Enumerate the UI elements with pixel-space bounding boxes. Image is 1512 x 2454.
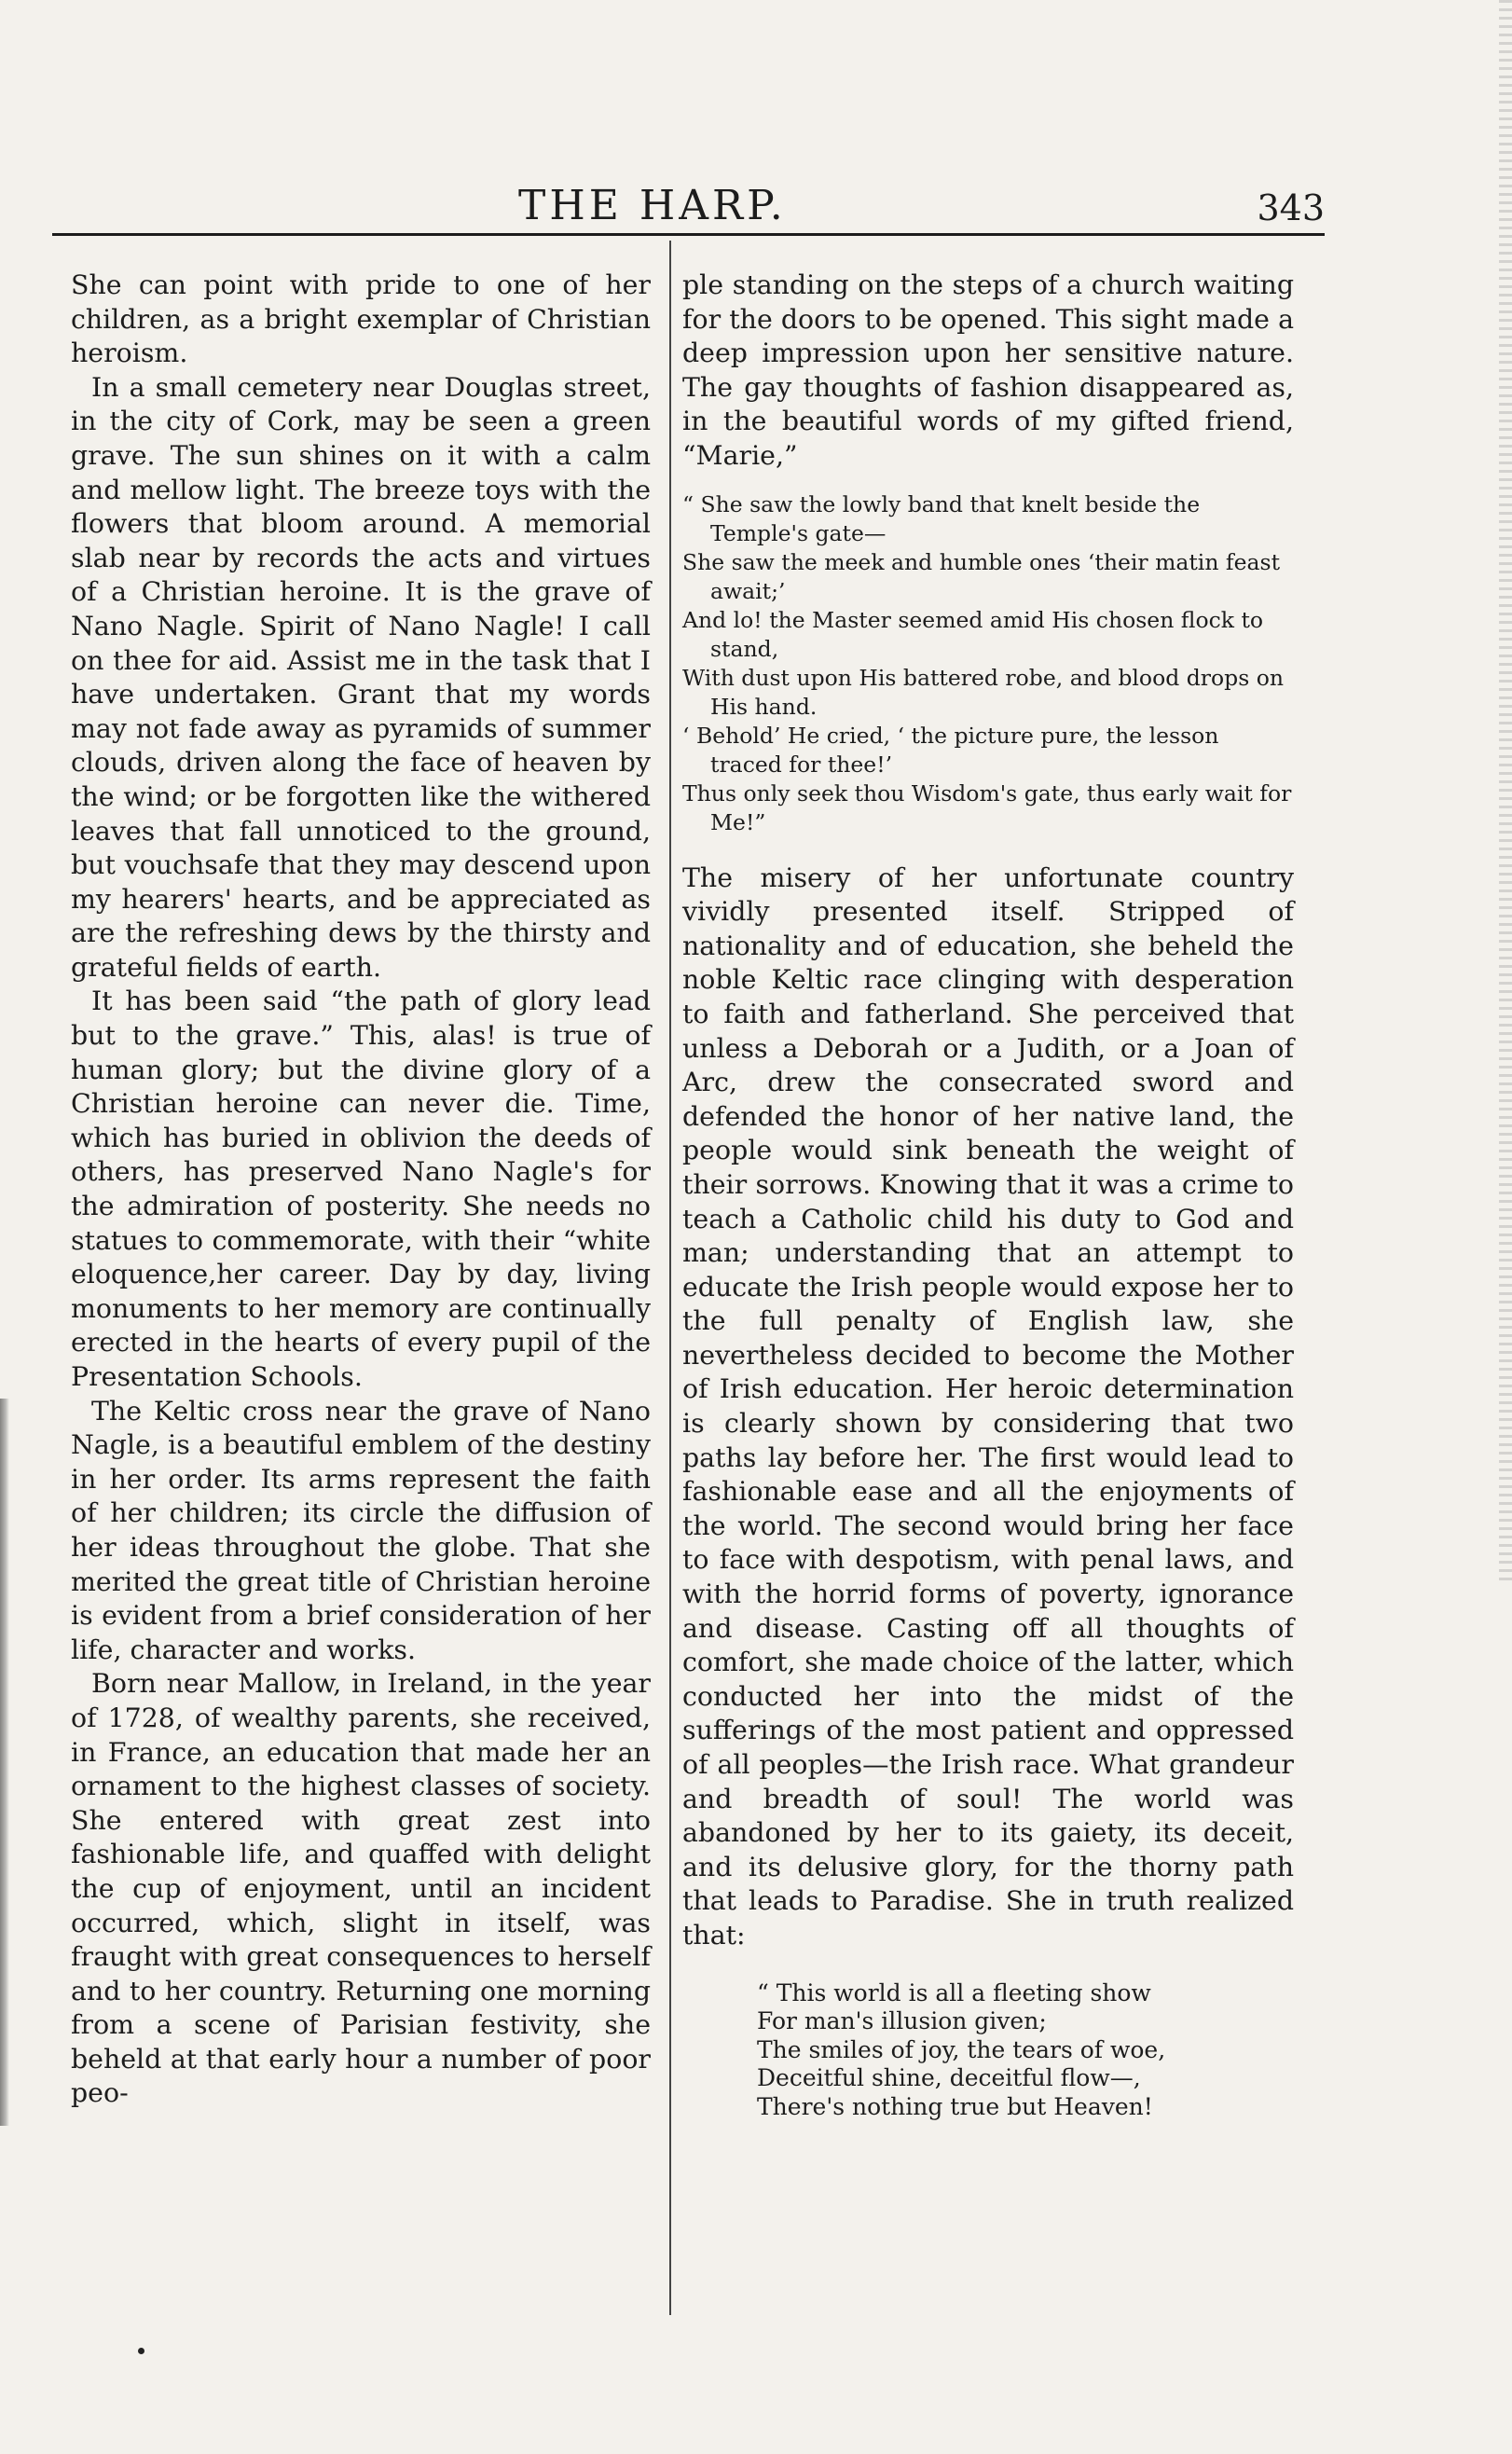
poem-line: And lo! the Master seemed amid His chosen flock to stand,: [682, 606, 1264, 662]
binding-edge-shadow: [0, 1399, 9, 2126]
paragraph: In a small cemetery near Douglas street, in the city of Cork, may be seen a green grave. The sun shines on it with a calm and mellow light. The breeze toys with the flowers that bloom around. A memorial slab near by records the acts and virtues of a Christian heroine. It is the grave of Nano Nagle. Spirit of Nano Nagle! I call on thee for aid. Assist me in the task that I have undertaken. Grant that my words may not fade away as pyramids of summer clouds, driven along the face of heaven by the wind; or be forgotten like the withered leaves that fall unnoticed to the ground, but vouchsafe that they may descend upon my hearers' hearts, and be appreciated as are the refreshing dews by the thirsty and grateful fields of earth.: [71, 371, 651, 983]
paragraph: Born near Mallow, in Ireland, in the year of 1728, of wealthy parents, she received, in France, an education that made her an ornament to the highest classes of society. She entered with great zest into fashionable life, and quaffed with delight the cup of enjoyment, until an incident occurred, which, slight in itself, was fraught with great consequences to herself and to her country. Returning one morning from a scene of Parisian festivity, she beheld at that early hour a number of poor peo-: [71, 1668, 651, 2109]
poem-line: “ She saw the lowly band that knelt beside the Temple's gate—: [682, 490, 1201, 546]
paragraph: She can point with pride to one of her children, as a bright exemplar of Christian heroism.: [71, 269, 651, 369]
right-column: [682, 269, 1294, 2121]
print-mark: [138, 2348, 144, 2354]
poem-line: “ This world is all a fleeting show: [757, 1978, 1151, 2006]
poem-line: There's nothing true but Heaven!: [757, 2092, 1153, 2120]
paragraph: The Keltic cross near the grave of Nano Nagle, is a beautiful emblem of the destiny in her order. Its arms represent the faith of her children; its circle the diffusion of her ideas throughout the globe. That she merited the great title of Christian heroine is evident from a brief consideration of her life, character and works.: [71, 1395, 651, 1665]
poem-line: Thus only seek thou Wisdom's gate, thus early wait for Me!”: [682, 779, 1292, 835]
paragraph: The misery of her unfortunate country vividly presented itself. Stripped of nationality and of education, she beheld the noble Keltic race clinging with desperation to faith and fatherland. She perceived that unless a Deborah or a Judith, or a Joan of Arc, drew the consecrated sword and defended the honor of her native land, the people would sink beneath the weight of their sorrows. Knowing that it was a crime to teach a Catholic child his duty to God and man; understanding that an attempt to educate the Irish people would expose her to the full penalty of English law, she nevertheless decided to become the Mother of Irish education. Her heroic determination is clearly shown by considering that two paths lay before her. The first would lead to fashionable ease and all the enjoyments of the world. The second would bring her face to face with despotism, with penal laws, and with the horrid forms of poverty, ignorance and disease. Casting off all thoughts of comfort, she made choice of the latter, which conducted her into the midst of the sufferings of the most patient and oppressed of all peoples—the Irish race. What grandeur and breadth of soul! The world was abandoned by her to its gaiety, its deceit, and its delusive glory, for the thorny path that leads to Paradise. She in truth realized that:: [682, 862, 1294, 1951]
running-title: THE HARP.: [518, 182, 787, 229]
column-divider: [669, 241, 671, 2315]
paragraph: ple standing on the steps of a church waiting for the doors to be opened. This sight made a deep impression upon her sensitive nature. The gay thoughts of fashion disappeared as, in the beautiful words of my gifted friend, “Marie,”: [682, 269, 1294, 471]
paragraph: It has been said “the path of glory lead but to the grave.” This, alas! is true of human glory; but the divine glory of a Christian heroine can never die. Time, which has buried in oblivion the deeds of others, has preserved Nano Nagle's for the admiration of posterity. She needs no statues to commemorate, with their “white eloquence,her career. Day by day, living monuments to her memory are continually erected in the hearts of every pupil of the Presentation Schools.: [71, 986, 651, 1392]
header-rule: [52, 233, 1325, 236]
page-number: 343: [1257, 187, 1325, 228]
page-header: [52, 182, 1325, 233]
poem-line: With dust upon His battered robe, and blood drops on His hand.: [682, 664, 1285, 720]
left-column: [71, 269, 651, 2111]
closing-poem: [757, 1979, 1294, 2122]
poem-line: Deceitful shine, deceitful flow—,: [757, 2064, 1141, 2092]
poem-line: She saw the meek and humble ones ‘their matin feast await;’: [682, 548, 1281, 604]
poem-line: For man's illusion given;: [757, 2007, 1047, 2035]
poem-line: The smiles of joy, the tears of woe,: [757, 2035, 1166, 2063]
poem-line: ‘ Behold’ He cried, ‘ the picture pure, the lesson traced for thee!’: [682, 722, 1219, 778]
poem-quote: [682, 490, 1294, 837]
page-edge-texture: [1499, 0, 1512, 1585]
